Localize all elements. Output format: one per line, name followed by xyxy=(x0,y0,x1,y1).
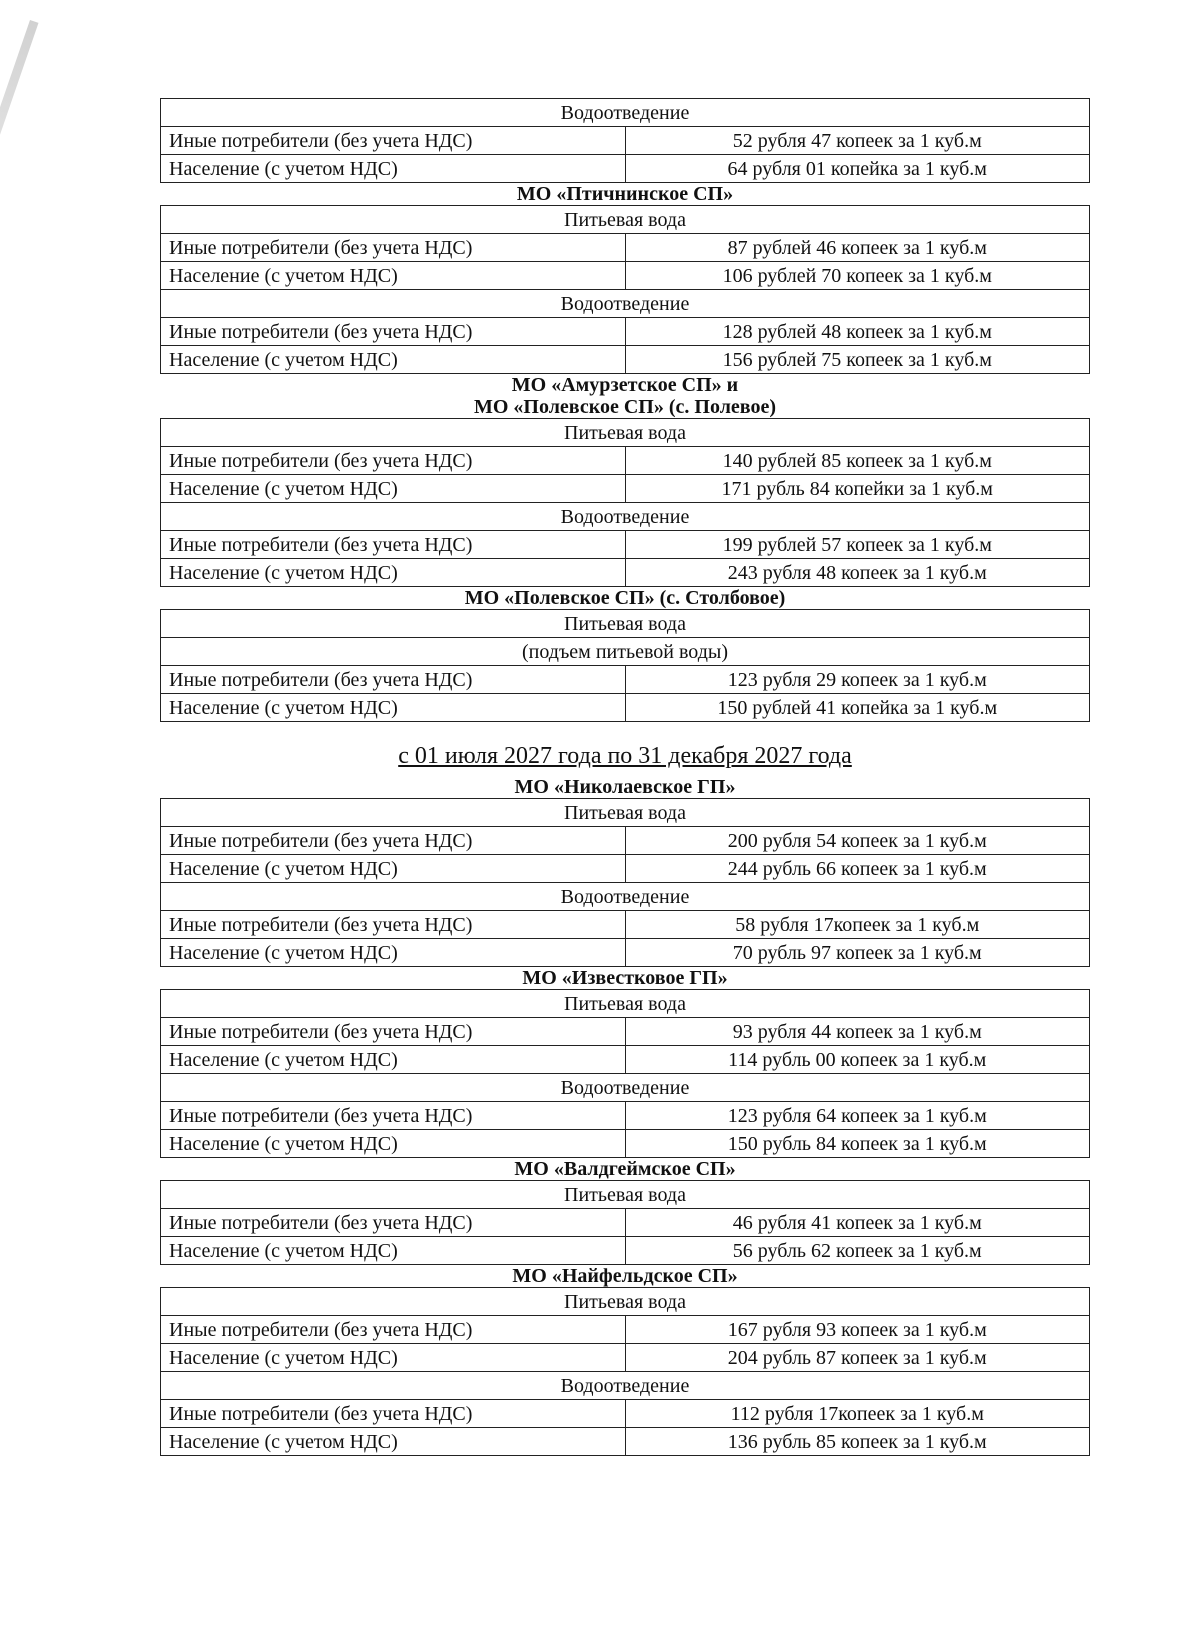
tariff-price: 204 рубль 87 копеек за 1 куб.м xyxy=(625,1344,1090,1372)
period-title: с 01 июля 2027 года по 31 декабря 2027 года xyxy=(398,743,852,769)
tariff-row xyxy=(161,318,1090,346)
tariff-row xyxy=(161,1018,1090,1046)
tariff-table xyxy=(160,798,1090,967)
municipality-title-line: МО «Известковое ГП» xyxy=(522,967,728,989)
service-row xyxy=(161,99,1090,127)
tariff-price: 56 рубль 62 копеек за 1 куб.м xyxy=(625,1237,1090,1265)
tariff-table xyxy=(160,989,1090,1158)
tariff-row xyxy=(161,155,1090,183)
consumer-category: Население (с учетом НДС) xyxy=(161,1237,626,1265)
tariff-table xyxy=(160,205,1090,374)
municipality-title-line: МО «Найфельдское СП» xyxy=(512,1265,738,1287)
municipality-title xyxy=(160,1158,1090,1180)
municipality-section xyxy=(160,587,1090,722)
service-type-label: Водоотведение xyxy=(161,1074,1090,1102)
consumer-category: Население (с учетом НДС) xyxy=(161,559,626,587)
municipality-title xyxy=(160,1265,1090,1287)
consumer-category: Иные потребители (без учета НДС) xyxy=(161,1316,626,1344)
tariff-price: 199 рублей 57 копеек за 1 куб.м xyxy=(625,531,1090,559)
tariff-price: 70 рубль 97 копеек за 1 куб.м xyxy=(625,939,1090,967)
tariff-row xyxy=(161,666,1090,694)
tariff-price: 64 рубля 01 копейка за 1 куб.м xyxy=(625,155,1090,183)
tariff-price: 244 рубль 66 копеек за 1 куб.м xyxy=(625,855,1090,883)
service-row xyxy=(161,206,1090,234)
service-type-label: Питьевая вода xyxy=(161,799,1090,827)
tariff-price: 123 рубля 64 копеек за 1 куб.м xyxy=(625,1102,1090,1130)
consumer-category: Иные потребители (без учета НДС) xyxy=(161,531,626,559)
municipality-title xyxy=(160,776,1090,798)
tariff-table xyxy=(160,1180,1090,1265)
service-row xyxy=(161,503,1090,531)
municipality-title xyxy=(160,967,1090,989)
service-row xyxy=(161,419,1090,447)
tariff-row xyxy=(161,1400,1090,1428)
municipality-title xyxy=(160,374,1090,418)
tariff-price: 167 рубля 93 копеек за 1 куб.м xyxy=(625,1316,1090,1344)
tariff-row xyxy=(161,1237,1090,1265)
service-row xyxy=(161,638,1090,666)
tariff-price: 87 рублей 46 копеек за 1 куб.м xyxy=(625,234,1090,262)
service-type-label: Водоотведение xyxy=(161,290,1090,318)
tariff-price: 114 рубль 00 копеек за 1 куб.м xyxy=(625,1046,1090,1074)
tariff-row xyxy=(161,234,1090,262)
tariff-row xyxy=(161,531,1090,559)
service-type-label: Питьевая вода xyxy=(161,419,1090,447)
consumer-category: Иные потребители (без учета НДС) xyxy=(161,234,626,262)
tariff-price: 112 рубля 17копеек за 1 куб.м xyxy=(625,1400,1090,1428)
consumer-category: Население (с учетом НДС) xyxy=(161,475,626,503)
tariff-price: 136 рубль 85 копеек за 1 куб.м xyxy=(625,1428,1090,1456)
tariff-row xyxy=(161,447,1090,475)
service-type-label: (подъем питьевой воды) xyxy=(161,638,1090,666)
consumer-category: Иные потребители (без учета НДС) xyxy=(161,1209,626,1237)
consumer-category: Иные потребители (без учета НДС) xyxy=(161,666,626,694)
service-row xyxy=(161,1372,1090,1400)
tariff-price: 171 рубль 84 копейки за 1 куб.м xyxy=(625,475,1090,503)
municipality-section xyxy=(160,183,1090,374)
consumer-category: Население (с учетом НДС) xyxy=(161,155,626,183)
consumer-category: Иные потребители (без учета НДС) xyxy=(161,1102,626,1130)
tariff-price: 156 рублей 75 копеек за 1 куб.м xyxy=(625,346,1090,374)
municipality-section xyxy=(160,967,1090,1158)
consumer-category: Население (с учетом НДС) xyxy=(161,1046,626,1074)
tariff-price: 128 рублей 48 копеек за 1 куб.м xyxy=(625,318,1090,346)
document-page xyxy=(160,98,1090,1456)
tariff-table xyxy=(160,418,1090,587)
consumer-category: Население (с учетом НДС) xyxy=(161,1344,626,1372)
service-row xyxy=(161,610,1090,638)
service-type-label: Водоотведение xyxy=(161,1372,1090,1400)
consumer-category: Население (с учетом НДС) xyxy=(161,346,626,374)
consumer-category: Население (с учетом НДС) xyxy=(161,855,626,883)
service-type-label: Питьевая вода xyxy=(161,206,1090,234)
tariff-row xyxy=(161,1428,1090,1456)
scan-artifact xyxy=(0,20,39,217)
service-row xyxy=(161,290,1090,318)
tariff-row xyxy=(161,694,1090,722)
service-row xyxy=(161,799,1090,827)
consumer-category: Иные потребители (без учета НДС) xyxy=(161,127,626,155)
service-type-label: Питьевая вода xyxy=(161,990,1090,1018)
municipality-section xyxy=(160,374,1090,587)
municipality-title-line: МО «Валдгеймское СП» xyxy=(514,1158,736,1180)
tariff-row xyxy=(161,559,1090,587)
service-row xyxy=(161,1288,1090,1316)
consumer-category: Иные потребители (без учета НДС) xyxy=(161,827,626,855)
tariff-table xyxy=(160,609,1090,722)
service-type-label: Питьевая вода xyxy=(161,1288,1090,1316)
tariff-row xyxy=(161,911,1090,939)
municipality-title-line: МО «Амурзетское СП» и xyxy=(511,374,739,396)
tariff-row xyxy=(161,1316,1090,1344)
service-type-label: Питьевая вода xyxy=(161,610,1090,638)
service-row xyxy=(161,990,1090,1018)
service-type-label: Питьевая вода xyxy=(161,1181,1090,1209)
tariff-price: 106 рублей 70 копеек за 1 куб.м xyxy=(625,262,1090,290)
service-row xyxy=(161,1074,1090,1102)
tariff-row xyxy=(161,1209,1090,1237)
tariff-row xyxy=(161,827,1090,855)
consumer-category: Население (с учетом НДС) xyxy=(161,1428,626,1456)
tariff-price: 52 рубля 47 копеек за 1 куб.м xyxy=(625,127,1090,155)
tariff-price: 140 рублей 85 копеек за 1 куб.м xyxy=(625,447,1090,475)
tariff-price: 58 рубля 17копеек за 1 куб.м xyxy=(625,911,1090,939)
tariff-row xyxy=(161,1344,1090,1372)
tariff-price: 150 рубль 84 копеек за 1 куб.м xyxy=(625,1130,1090,1158)
tariff-row xyxy=(161,1130,1090,1158)
tariff-price: 46 рубля 41 копеек за 1 куб.м xyxy=(625,1209,1090,1237)
municipality-section xyxy=(160,776,1090,967)
service-type-label: Водоотведение xyxy=(161,883,1090,911)
municipality-title-line: МО «Николаевское ГП» xyxy=(514,776,736,798)
tariff-row xyxy=(161,939,1090,967)
service-row xyxy=(161,1181,1090,1209)
consumer-category: Иные потребители (без учета НДС) xyxy=(161,1018,626,1046)
tariff-row xyxy=(161,1102,1090,1130)
tariff-price: 93 рубля 44 копеек за 1 куб.м xyxy=(625,1018,1090,1046)
top-block xyxy=(160,98,1090,183)
service-type-label: Водоотведение xyxy=(161,503,1090,531)
tariff-row xyxy=(161,475,1090,503)
municipality-title-line: МО «Полевское СП» (с. Полевое) xyxy=(473,396,776,418)
municipality-section xyxy=(160,1158,1090,1265)
tariff-price: 243 рубля 48 копеек за 1 куб.м xyxy=(625,559,1090,587)
municipality-title-line: МО «Птичнинское СП» xyxy=(516,183,734,205)
consumer-category: Иные потребители (без учета НДС) xyxy=(161,911,626,939)
tariffs-part-1 xyxy=(160,183,1090,722)
tariff-table xyxy=(160,98,1090,183)
municipality-section xyxy=(160,1265,1090,1456)
tariff-price: 200 рубля 54 копеек за 1 куб.м xyxy=(625,827,1090,855)
municipality-title xyxy=(160,587,1090,609)
consumer-category: Иные потребители (без учета НДС) xyxy=(161,1400,626,1428)
tariff-row xyxy=(161,1046,1090,1074)
tariffs-part-2 xyxy=(160,776,1090,1456)
tariff-price: 150 рублей 41 копейка за 1 куб.м xyxy=(625,694,1090,722)
consumer-category: Население (с учетом НДС) xyxy=(161,262,626,290)
municipality-title xyxy=(160,183,1090,205)
consumer-category: Население (с учетом НДС) xyxy=(161,694,626,722)
tariff-row xyxy=(161,262,1090,290)
consumer-category: Население (с учетом НДС) xyxy=(161,939,626,967)
consumer-category: Население (с учетом НДС) xyxy=(161,1130,626,1158)
tariff-row xyxy=(161,855,1090,883)
service-type-label: Водоотведение xyxy=(161,99,1090,127)
tariff-row xyxy=(161,346,1090,374)
tariff-table xyxy=(160,1287,1090,1456)
consumer-category: Иные потребители (без учета НДС) xyxy=(161,318,626,346)
consumer-category: Иные потребители (без учета НДС) xyxy=(161,447,626,475)
service-row xyxy=(161,883,1090,911)
tariff-price: 123 рубля 29 копеек за 1 куб.м xyxy=(625,666,1090,694)
municipality-title-line: МО «Полевское СП» (с. Столбовое) xyxy=(464,587,786,609)
tariff-row xyxy=(161,127,1090,155)
